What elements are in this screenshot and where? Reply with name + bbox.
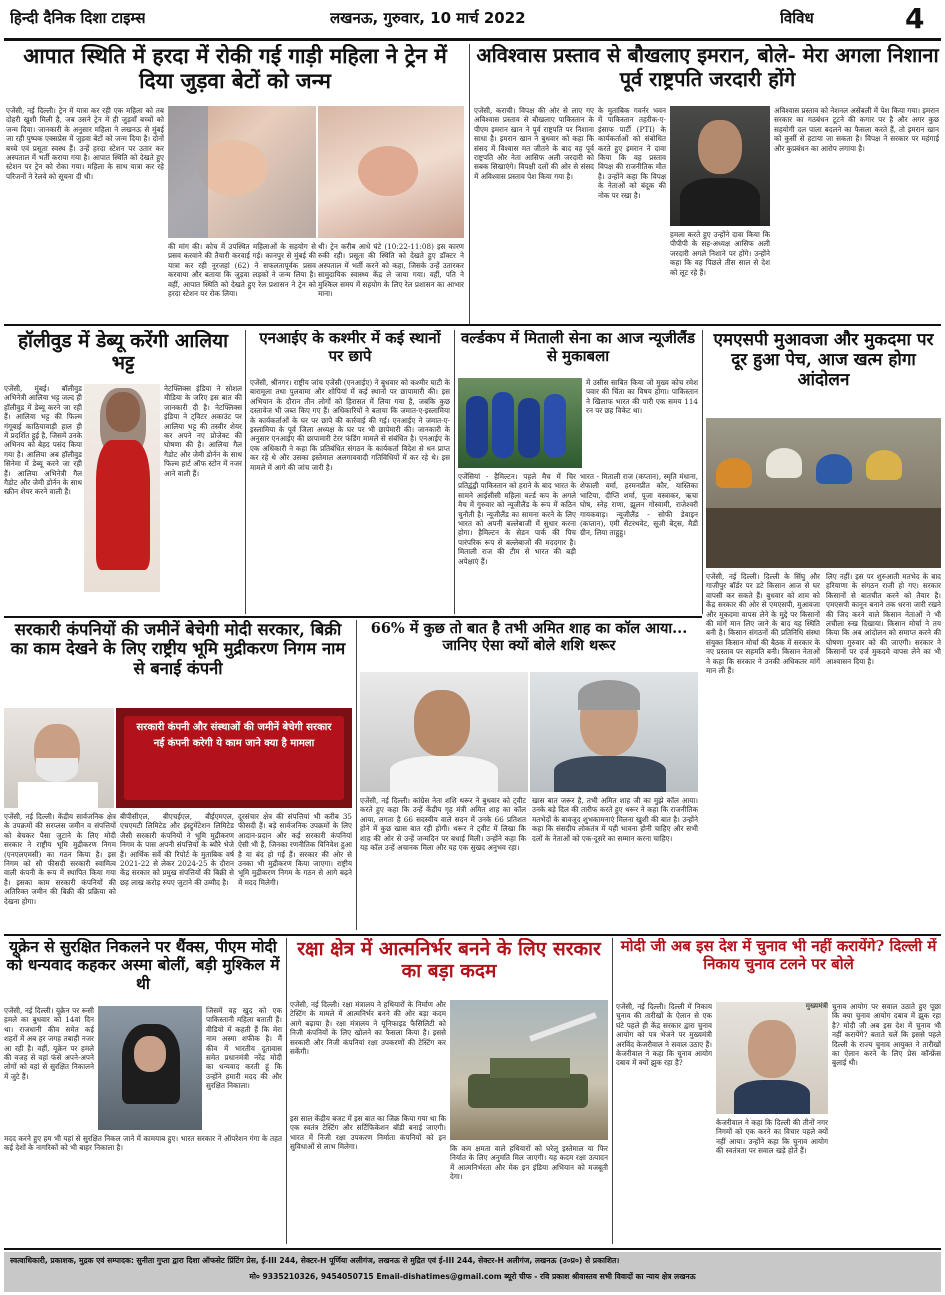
headline: मोदी जी अब इस देश में चुनाव भी नहीं करायेंगे? दिल्ली में निकाय चुनाव टलने पर बोले [620, 938, 937, 973]
article-msp [706, 330, 941, 930]
section-rule [4, 934, 941, 936]
body-column: थी। ट्रेन करीब आधे घंटे (10:22-11:08) इस कारण रुकी रही। प्रसूता की स्थिति को देखते हुए डॉक्टर ने अस्पताल में भर्ती करने को कहा, जिसके उन्हें उतारकर सामुदायिक स्वास्थ्य केंद्र ले जाया गया। वहीं, पति ने मुश्किल समय में सहयोग के लिए रेल प्रशासन का आभार माना। [318, 242, 464, 299]
body-column: भारत - मिताली राज (कप्तान), स्मृति मंधाना, शेफाली वर्मा, हरमनप्रीत कौर, यास्तिका भाटिया, दीप्ति शर्मा, पूजा वस्त्राकर, ऋचा घोष, स्नेह राणा, झूलन गोस्वामी, राजेश्वरी गायकवाड़। न्यूजीलैंड - सोफी डेवाइन (कप्तान), एमी सैटरथवेट, सूजी बेट्स, मैडी ग्रीन, लिया ताहुहु। [580, 472, 698, 538]
footer-line-2: मो० 9335210326, 9454050715 Email-dishatimes@gmail.com ब्यूरो चीफ - रवि प्रकाश श्रीवास्तव सभी विवादों का न्याय क्षेत्र लखनऊ [249, 1272, 696, 1281]
body-column: बीपीसीएल, बीएचईएल, बीईएमएल, एचएमटी लिमिटेड और इंस्ट्रूमेंटेशन लिमिटेड जैसी सरकारी कंपनियों ने भूमि मुद्रीकरण निगम के पास अपनी संपत्तियों के ब्यौरे भेजे हैं। आर्थिक सर्वे की रिपोर्ट के मुताबिक वर्ष 2021-22 से लेकर 2024-25 के दौरान केंद्र सरकार को प्रमुख संपत्तियों की बिक्री से छह लाख करोड़ रुपए जुटाने की उम्मीद है। [120, 812, 234, 887]
article-shah-tharoor [360, 620, 698, 930]
headline: यूक्रेन से सुरक्षित निकलने पर थैंक्स, पीएम मोदी को धन्यवाद कहकर अस्मा बोलीं, बड़ी मुश्किल में थी [6, 938, 280, 993]
body-column: लिए नहीं। इस पर शुरुआती मतभेद के बाद हरियाणा के संगठन राजी हो गए। सरकार किसानों से बातचीत करने को तैयार है। एमएसपी कानून बनाने तक धरना जारी रखने की जिद करने वाले किसान नेताओं ने भी लचीला रुख दिखाया। किसान मोर्चा ने तय किया कि अब आंदोलन को समाप्त करने की घोषणा गुरुवार को की जाएगी। सरकार ने किसानों पर दर्ज मुकदमे वापस लेने का भी आश्वासन दिया है। [826, 572, 941, 666]
modi-photo [4, 708, 114, 808]
graphic-text: सरकारी कंपनी और संस्थाओं की जमीनें बेचेगी सरकार नई कंपनी करेगी ये काम जाने क्या है मामला [124, 716, 344, 800]
body-column: जिसमें वह खुद को एक पाकिस्तानी महिला बताती हैं। वीडियो में कहती हैं कि मेरा नाम अस्मा शफीक है। मैं कीव में भारतीय दूतावास समेत प्रधानमंत्री नरेंद्र मोदी का धन्यवाद करती हूं कि उन्होंने हमारी मदद की और सुरक्षित निकाला। [206, 1006, 282, 1091]
article-kejriwal [616, 938, 941, 1244]
body-column: चुनाव आयोग पर सवाल उठाते हुए पूछा कि क्या चुनाव आयोग दबाव में झुक रहा है? मोदी जी अब इस देश में चुनाव भी नहीं करायेंगे? बताते चलें कि इससे पहले दिल्ली के राज्य चुनाव आयुक्त ने तारीखों का ऐलान करने के लिए प्रेस कॉन्फ्रेंस बुलाई थी। [832, 1002, 941, 1068]
body-column: एजेंसी, नई दिल्ली। यूक्रेन पर रूसी हमले का बुधवार को 14वां दिन था। राजधानी कीव समेत कई शहरों में अब हर जगह तबाही नजर आ रही है। वहीं, यूक्रेन पर हमले की वजह से वहां फंसे अपने-अपने लोगों को वहां से सुरक्षित निकालने में जुटे हैं। [4, 1006, 94, 1081]
farmers-protest-photo [706, 418, 941, 568]
body-column: के मुताबिक गवर्नर भवन में पाकिस्तान तहरीक-ए-इंसाफ पार्टी (PTI) के कार्यकर्ताओं को संबोधित करते हुए इमरान ने दावा किया कि वह प्रस्ताव विपक्ष की राजनीतिक मौत है। उन्होंने कहा कि विपक्ष के नेताओं को बंदूक की नोक पर रखा है। [598, 106, 666, 200]
column-divider [454, 330, 455, 614]
masthead-rule [4, 38, 941, 41]
body-column: की मांग की। कोच में उपस्थित महिलाओं के सहयोग से प्रसव करवाने की तैयारी करवाई गई। कानपुर से मुंबई की यात्रा कर रही नूरजहां (62) ने सफलतापूर्वक प्रसव करवाया और बताया कि जुड़वा लड़कों ने जन्म लिया है। वहीं, आपात स्थिति को देखते हुए रेल प्रशासन ने ट्रेन को हरदा स्टेशन पर रोक लिया। [168, 242, 316, 299]
headline: सरकारी कंपनियों की जमीनें बेचेगी मोदी सरकार, बिक्री का काम देखने के लिए राष्ट्रीय भूमि मुद्रीकरण निगम नाम से बनाई कंपनी [10, 620, 346, 678]
headline: आपात स्थिति में हरदा में रोकी गई गाड़ी महिला ने ट्रेन में दिया जुड़वा बेटों को जन्म [23, 44, 447, 93]
column-divider [702, 330, 703, 614]
twins-photo [318, 106, 464, 238]
imran-khan-photo [670, 106, 770, 226]
paper-name: हिन्दी दैनिक दिशा टाइम्स [10, 9, 146, 27]
newborn-photo [168, 106, 316, 238]
body-column: कि कम क्षमता वाले हथियारों को घरेलू इस्तेमाल या फिर निर्यात के लिए अनुमति मिल जाएगी। यह कदम रक्षा उत्पादन में आत्मनिर्भरता और मेक इन इंडिया अभियान को मजबूती देगा। [450, 1144, 608, 1182]
body-column: इस साल केंद्रीय बजट में इस बात का जिक्र किया गया था कि एक स्वतंत्र टेस्टिंग और सर्टिफिकेशन बॉडी बनाई जाएगी। भारत में निजी रक्षा उपकरण निर्माता कंपनियों को इन सुविधाओं से लाभ मिलेगा। [290, 1114, 446, 1152]
body-column: एजेंसी, नई दिल्ली। ट्रेन में यात्रा कर रही एक महिला को तब दोहरी खुशी मिली है, जब उसने ट्रेन में ही जुड़वाँ बच्चों को जन्म दिया। जानकारी के अनुसार महिला ने लखनऊ से मुंबई जा रही पुष्पक एक्सप्रेस में जुड़वा बेटों को जन्म दिया है। दोनों बच्चे एवं प्रसूता स्वस्थ हैं। उन्हें हरदा स्टेशन पर उतार कर अस्पताल में भर्ती कराया गया है। आपात स्थिति को देखते हुए स्टेशन पर ट्रेन को रोका गया। महिला के साथ यात्रा कर रहे परिजनों ने रेलवे को सूचना दी थी। [6, 106, 164, 181]
headline: रक्षा क्षेत्र में आत्मनिर्भर बनने के लिए सरकार का बड़ा कदम [297, 938, 601, 983]
section-rule [4, 324, 941, 326]
headline: हॉलीवुड में डेब्यू करेंगी आलिया भट्ट [17, 330, 229, 375]
article-ukraine [4, 938, 282, 1244]
body-column: एजेंसियां - हैमिल्टन। पहले मैच में चिर प्रतिद्वंद्वी पाकिस्तान को हराने के बाद भारत के सामने आईसीसी महिला वर्ल्ड कप के अगले मैच में गुरुवार को न्यूजीलैंड के रूप में कठिन चुनौती है। न्यूजीलैंड का सामना करने के लिए भारत को अपनी बल्लेबाजी में सुधार करना होगा। हैमिल्टन के सेडन पार्क की पिच पारंपरिक रूप से बल्लेबाजों की मददगार है। मिताली राज की टीम से भारत की बड़ी अपेक्षाएं हैं। [458, 472, 576, 566]
footer-imprint [4, 1252, 941, 1292]
column-divider [286, 938, 287, 1244]
body-column: केजरीवाल ने कहा कि दिल्ली की तीनों नगर निगमों को एक करने का विचार पहले क्यों नहीं आया। उन्होंने कहा कि चुनाव आयोग की स्वतंत्रता पर सवाल खड़े होते हैं। [716, 1118, 828, 1156]
body-column: एजेंसी, नई दिल्ली। दिल्ली के सिंघु और गाजीपुर बॉर्डर पर डटे किसान आज से घर वापसी कर सकते हैं। बुधवार को शाम को केंद्र सरकार की ओर से एमएसपी, मुआवजा और मुकदमा वापस लेने के मुद्दे पर किसानों की मांगें मान लिए जाने के बाद यह स्थिति बनी है। किसान संगठनों की प्रतिनिधि संस्था संयुक्त किसान मोर्चा की बैठक में सरकार के नए प्रस्ताव पर सहमति बनी। किसान नेताओं ने कहा कि सरकार ने उनकी अधिकतर मांगें मान ली हैं। [706, 572, 820, 676]
headline: अविश्वास प्रस्ताव से बौखलाए इमरान, बोले- मेरा अगला निशाना पूर्व राष्ट्रपति जरदारी होंगे [476, 44, 939, 91]
article-worldcup [458, 330, 698, 614]
cm-label: मुख्यमंत्री [805, 1002, 828, 1010]
article-defence [290, 938, 608, 1244]
footer-rule [4, 1248, 941, 1250]
page-number: 4 [905, 2, 925, 35]
column-divider [469, 44, 470, 324]
body-column: एजेंसी, मुंबई। बॉलीवुड अभिनेत्री आलिया भट्ट जल्द ही हॉलीवुड में डेब्यू करने जा रही हैं। आलिया भट्ट की फिल्म गंगूबाई काठियावाड़ी हाल ही में प्रदर्शित हुई है, जिसमें उनके अभिनय को बेहद पसंद किया गया है। आलिया अब हॉलीवुड सिनेमा में डेब्यू करने जा रही हैं। आलिया अभिनेत्री गैल गैडोट और जेमी डोर्नन के साथ स्क्रीन शेयर करने वाली हैं। [4, 384, 82, 497]
section-label: विविध [780, 9, 814, 27]
body-column: में उसीस साबित किया जो मुख्य कोच रमेश पवार की चिंता का विषय होगा। पाकिस्तान ने खिलाफ भारत की पारी एक समय 114 रन पर छह विकेट था। [586, 378, 698, 416]
headline: 66% में कुछ तो बात है तभी अमित शाह का कॉल आया... जानिए ऐसा क्यों बोले शशि थरूर [370, 620, 688, 655]
footer-line-1: स्वत्वाधिकारी, प्रकाशक, मुद्रक एवं सम्पादक: सुनीता गुप्ता द्वारा दिशा ऑफसेट प्रिंटिंग प्रेस, ई-III 244, सेक्टर-H पूर्णिया अलीगंज, लखनऊ से मुद्रित एवं ई-III 244, सेक्टर-H अलीगंज, लखनऊ (उ०प्र०) से प्रकाशित। [10, 1256, 620, 1265]
asma-photo [98, 1006, 202, 1130]
article-land [4, 620, 352, 930]
body-column: अविश्वास प्रस्ताव को नेशनल असेंबली में पेश किया गया। इमरान सरकार का गठबंधन टूटने की कगार पर है और अगर कुछ सहयोगी दल पाला बदलने का फैसला करते हैं, तो इमरान खान को कुर्सी से हटाया जा सकता है। विपक्ष ने सरकार पर महंगाई और कुप्रबंधन का आरोप लगाया है। [774, 106, 939, 153]
article-alia [4, 330, 242, 614]
headline: एनआईए के कश्मीर में कई स्थानों पर छापे [259, 330, 441, 365]
body-column: एजेंसी, श्रीनगर। राष्ट्रीय जांच एजेंसी (एनआईए) ने बुधवार को कश्मीर घाटी के बारामूला तथा पुलवामा और शोपियां में कई स्थानों पर छापामारी की। इस अभियान के दौरान तीन लोगों को हिरासत में लिया गया है, जबकि कुछ दस्तावेज भी जब्त किए गए हैं। अधिकारियों ने बताया कि जमात-ए-इस्लामिया के कार्यकर्ताओं के घर पर छापे की कार्रवाई की गई। एनआईए ने जमात-ए-इस्लामिया के पूर्व जिला अध्यक्ष के घर पर भी छापेमारी की। जानकारी के अनुसार एनआईए की छापामारी टेरर फंडिंग मामले से संबंधित है। एनआईए के एक अधिकारी ने कहा कि प्रतिबंधित संगठन के कार्यकर्ता विदेश से धन प्राप्त कर रहे थे और उसका इस्तेमाल अलगाववादी गतिविधियों में कर रहे थे। इस मामले में आगे की जांच जारी है। [250, 378, 450, 472]
body-column: मदद करने हुए हम भी यहां से सुरक्षित निकल जाने में कामयाब हुए। भारत सरकार ने ऑपरेशन गंगा के तहत कई देशों के नागरिकों को भी बाहर निकाला है। [4, 1134, 282, 1153]
body-column: एजेंसी, नई दिल्ली। दिल्ली में निकाय चुनाव की तारीखों के ऐलान से एक घंटे पहले ही केंद्र सरकार द्वारा चुनाव आयोग को पत्र भेजने पर मुख्यमंत्री अरविंद केजरीवाल ने सवाल उठाए हैं। केजरीवाल ने कहा कि चुनाव आयोग दबाव में क्यों झुक रहा है? [616, 1002, 712, 1068]
amit-shah-photo [360, 672, 528, 792]
kejriwal-photo [716, 1002, 828, 1114]
body-column: दूरसंचार क्षेत्र की संपत्तियां भी करीब 35 फीसदी हैं। बड़े सार्वजनिक उपक्रमों के लिए आदान-प्रदान और कई सरकारी कंपनियां ऐसी भी हैं, जिनका रणनीतिक विनिवेश हुआ है या बंद हो गई हैं। सरकार की ओर से उनका भी मुद्रीकरण किया जाएगा। राष्ट्रीय भूमि मुद्रीकरण निगम के गठन से आगे बढ़ने में मदद मिलेगी। [238, 812, 352, 887]
article-nia [250, 330, 450, 614]
body-column: एजेंसी, नई दिल्ली। केंद्रीय सार्वजनिक क्षेत्र के उपक्रमों की सरप्लस जमीन व संपत्तियों को बेचकर पैसा जुटाने के लिए मोदी सरकार ने राष्ट्रीय भूमि मुद्रीकरण निगम (एनएलएमसी) का गठन किया है। इस निगम को सौ फीसदी सरकारी स्वामित्व वाली कंपनी के रूप में स्थापित किया गया है। इसका काम सरकारी कंपनियों की अतिरिक्त जमीन की बिक्री की प्रक्रिया को देखना होगा। [4, 812, 116, 906]
column-divider [612, 938, 613, 1244]
body-column: एजेंसी, कराची। विपक्ष की ओर से लाए गए अविश्वास प्रस्ताव से बौखलाए पाकिस्तान के पीएम इमरान खान ने पूर्व राष्ट्रपति पर निशाना साधा है। इमरान खान ने बुधवार को कहा कि संसद में विश्वास मत जीतने के बाद वह पूर्व राष्ट्रपति और नेता आसिफ अली जरदारी को सबक सिखाएंगे। विपक्षी दलों की ओर से संसद में अविश्वास प्रस्ताव पेश किया गया है। [474, 106, 594, 181]
body-column: खास बात जरूर है, तभी अमित शाह जी का मुझे कॉल आया। उनके बड़े दिल की तारीफ करते हुए थरूर ने कहा कि राजनीतिक मतभेदों के बावजूद शुभकामनाएं मिलना खुशी की बात है। उन्होंने कहा कि संसदीय लोकतंत्र में यही भावना होनी चाहिए और सभी दलों के नेताओं को एक-दूसरे का सम्मान करना चाहिए। [532, 796, 698, 843]
land-graphic [116, 708, 352, 808]
alia-bhatt-photo [84, 384, 160, 592]
cricket-team-photo [458, 378, 582, 468]
dateline: लखनऊ, गुरुवार, 10 मार्च 2022 [330, 9, 526, 27]
shashi-tharoor-photo [530, 672, 698, 792]
body-column: नेटफ्लिक्स इंडिया ने सोशल मीडिया के जरिए इस बात की जानकारी दी है। नेटफ्लिक्स इंडिया ने ट्विटर अकाउंट पर आलिया भट्ट की तस्वीर शेयर कर अपने नए प्रोजेक्ट की घोषणा की है। आलिया गैल गैडोट और जेमी डोर्नन के साथ फिल्म हार्ट ऑफ स्टोन में नजर आने वाली हैं। [164, 384, 242, 478]
headline: वर्ल्डकप में मिताली सेना का आज न्यूजीलैंड से मुकाबला [460, 330, 696, 365]
body-column: हमला करते हुए उन्होंने दावा किया कि पीपीपी के सह-अध्यक्ष आसिफ अली जरदारी अगले निशाने पर होंगे। उन्होंने कहा कि वह पिछले तीस साल से देश को लूट रहे हैं। [670, 230, 770, 277]
column-divider [356, 620, 357, 930]
column-divider [245, 330, 246, 614]
body-column: एजेंसी, नई दिल्ली। रक्षा मंत्रालय ने हथियारों के निर्माण और टेस्टिंग के मामले में आत्मनिर्भर बनने की ओर बड़ा कदम आगे बढ़ाया है। रक्षा मंत्रालय ने यूनिफाइड फैसिलिटी को निजी कंपनियों के लिए खोलने का फैसला किया है। इससे सरकारी और निजी कंपनियां रक्षा उपकरणों की टेस्टिंग कर सकेंगी। [290, 1000, 446, 1057]
masthead [0, 0, 945, 40]
missile-launcher-photo [450, 1000, 608, 1140]
body-column: एजेंसी, नई दिल्ली। कांग्रेस नेता शशि थरूर ने बुधवार को ट्वीट करते हुए कहा कि उन्हें केंद्रीय गृह मंत्री अमित शाह का कॉल आया, लगता है 66 सदस्यीय वाले सदन में उनके 66 प्रतिशत होने में कुछ खास बात रही होगी। थरूर ने ट्वीट में लिखा कि शाह की ओर से उन्हें जन्मदिन पर बधाई मिली। उन्होंने कहा कि यह कॉल उन्हें अचानक मिला और यह एक सुखद अनुभव रहा। [360, 796, 526, 853]
headline: एमएसपी मुआवजा और मुकदमा पर दूर हुआ पेच, आज खत्म होगा आंदोलन [713, 330, 934, 391]
article-imran [474, 44, 941, 322]
article-train-birth [4, 44, 466, 322]
section-rule [4, 616, 702, 618]
